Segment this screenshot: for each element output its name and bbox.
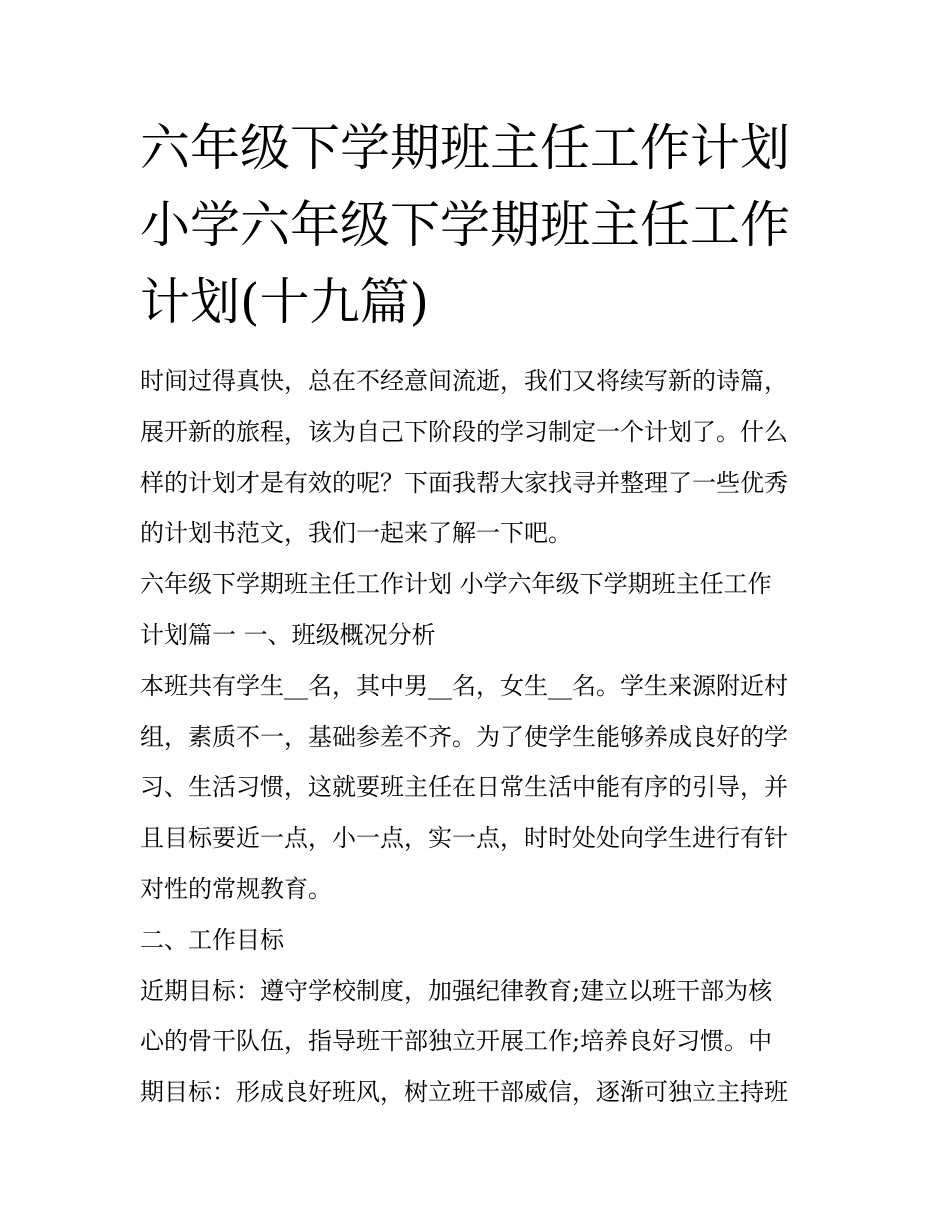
goals-heading: 二、工作目标 [140,925,284,954]
goals-line-2: 心的骨干队伍，指导班干部独立开展工作;培养良好习惯。中 [140,1027,773,1056]
title-line-2: 小学六年级下学期班主任工作 [140,196,790,254]
intro-line-1: 时间过得真快，总在不经意间流逝，我们又将续写新的诗篇， [140,367,788,395]
class-overview-line-2: 组，素质不一，基础参差不齐。为了使学生能够养成良好的学 [140,722,788,751]
class-overview-line-3: 习、生活习惯，这就要班主任在日常生活中能有序的引导，并 [140,773,788,802]
section-heading-line-1: 六年级下学期班主任工作计划 小学六年级下学期班主任工作 [140,570,772,599]
intro-line-4: 的计划书范文，我们一起来了解一下吧。 [140,519,572,548]
intro-line-3: 样的计划才是有效的呢？下面我帮大家找寻并整理了一些优秀 [140,468,788,497]
class-overview-line-5: 对性的常规教育。 [140,874,332,903]
goals-line-1: 近期目标：遵守学校制度，加强纪律教育;建立以班干部为核 [140,976,773,1005]
title-line-3: 计划(十九篇) [140,273,430,331]
intro-line-2: 展开新的旅程，该为自己下阶段的学习制定一个计划了。什么 [140,417,788,446]
goals-line-3: 期目标：形成良好班风，树立班干部威信，逐渐可独立主持班 [140,1078,788,1107]
title-line-1: 六年级下学期班主任工作计划 [140,119,790,177]
document-body [140,356,820,1118]
class-overview-line-1: 本班共有学生__名，其中男__名，女生__名。学生来源附近村 [140,671,788,700]
document-title [140,110,820,341]
class-overview-line-4: 且目标要近一点，小一点，实一点，时时处处向学生进行有针 [140,824,788,853]
section-heading-line-2: 计划篇一 一、班级概况分析 [140,620,436,649]
